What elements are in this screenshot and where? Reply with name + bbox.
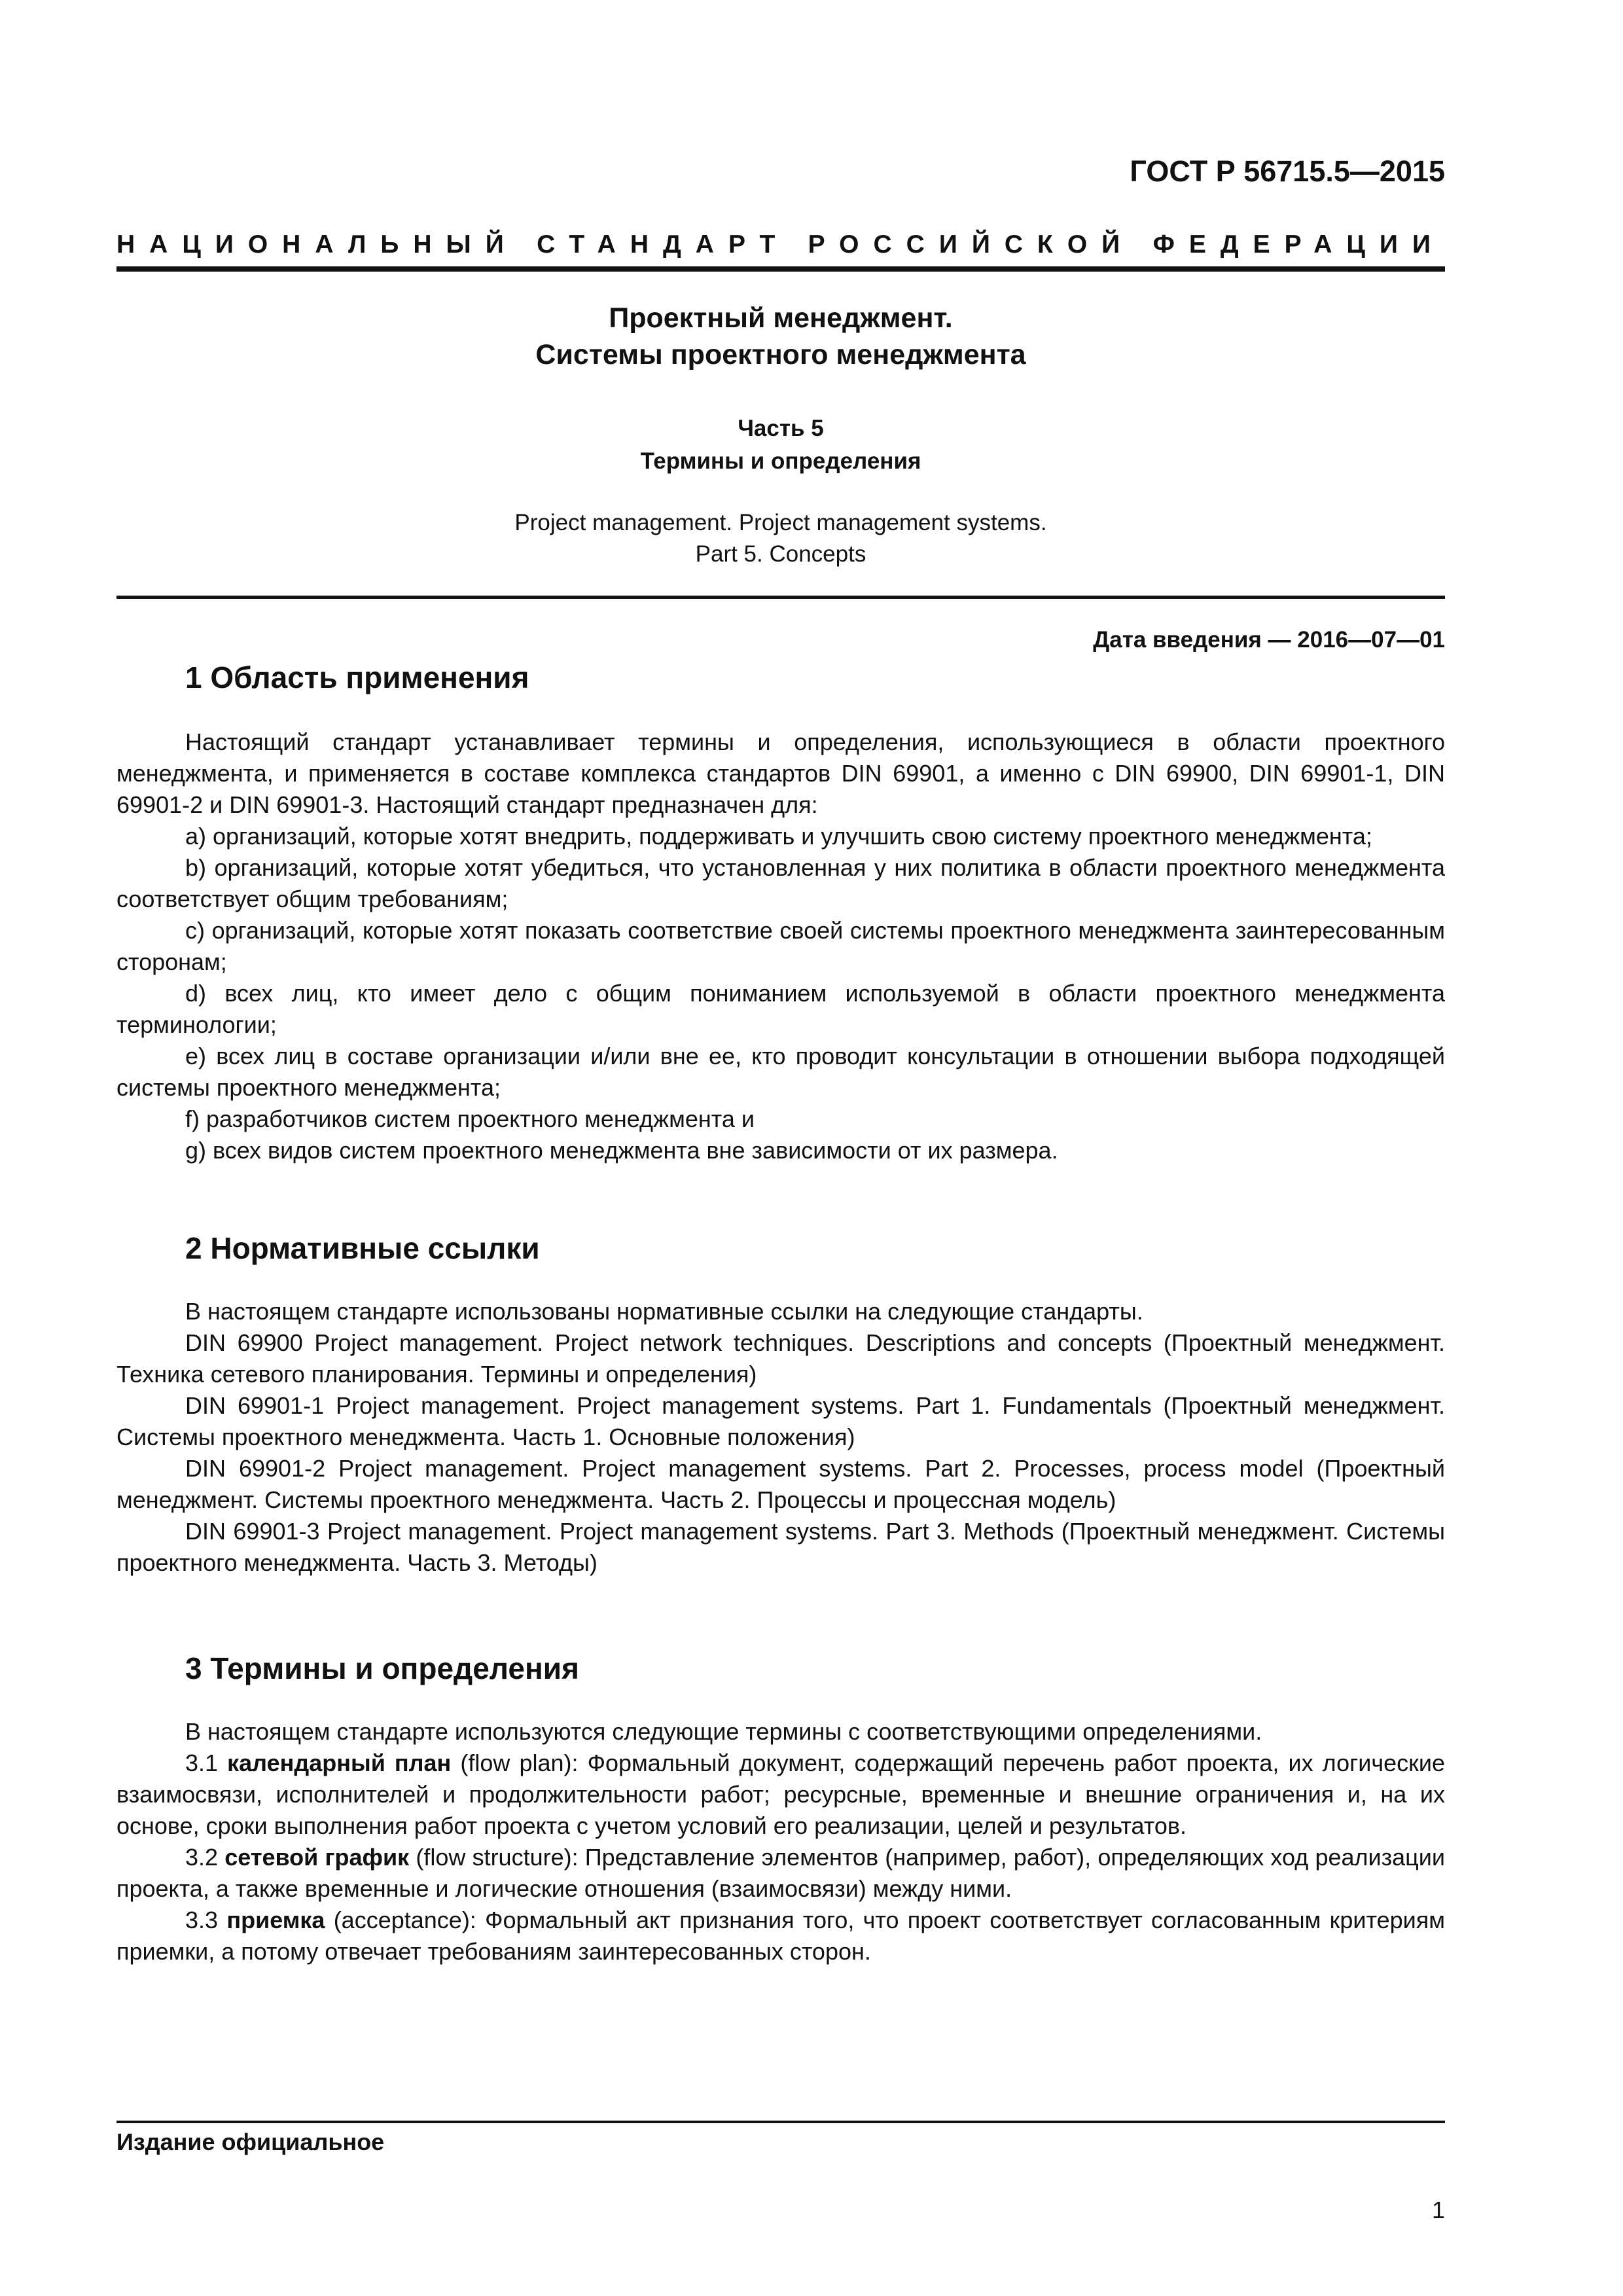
term-number: 3.2 <box>185 1844 219 1871</box>
reference-item: DIN 69901-3 Project management. Project management systems. Part 3. Methods (Проектный менеджмент. Системы проектного менеджмента. Часть 3. Методы) <box>116 1518 1445 1576</box>
section-3-heading: 3 Термины и определения <box>185 1651 579 1685</box>
english-title <box>116 507 1445 570</box>
list-item: g) всех видов систем проектного менеджмента вне зависимости от их размера. <box>185 1137 1058 1164</box>
page-number: 1 <box>1431 2197 1445 2223</box>
term-name: сетевой график <box>224 1844 410 1871</box>
term-number: 3.3 <box>185 1907 219 1933</box>
section-3-body <box>116 1716 1445 1967</box>
list-item: e) всех лиц в составе организации и/или вне ее, кто проводит консультации в отношении выбора подходящей системы проектного менеджмента; <box>116 1043 1445 1101</box>
list-item: d) всех лиц, кто имеет дело с общим пониманием используемой в области проектного менеджмента терминологии; <box>116 980 1445 1038</box>
term-number: 3.1 <box>185 1749 219 1776</box>
term-definition: (acceptance): Формальный акт признания того, что проект соответствует согласованным критериям приемки, а потому отвечает требованиям заинтересованных сторон. <box>116 1907 1445 1965</box>
term-name: приемка <box>226 1907 325 1933</box>
section-1-heading: 1 Область применения <box>185 660 529 694</box>
reference-item: DIN 69901-1 Project management. Project management systems. Part 1. Fundamentals (Проектный менеджмент. Системы проектного менеджмента. Часть 1. Основные положения) <box>116 1392 1445 1450</box>
document-title <box>116 300 1445 373</box>
list-item: a) организаций, которые хотят внедрить, поддерживать и улучшить свою систему проектного менеджмента; <box>185 823 1372 850</box>
part-title <box>116 412 1445 478</box>
section-1-body <box>116 726 1445 1166</box>
term-definition: (flow structure): Представление элементов (например, работ), определяющих ход реализации проекта, а также временные и логические отношения (взаимосвязи) между ними. <box>116 1844 1446 1902</box>
section-3-intro: В настоящем стандарте используются следующие термины с соответствующими определениями. <box>185 1718 1262 1745</box>
section-1-intro: Настоящий стандарт устанавливает термины и определения, использующиеся в области проектного менеджмента, и применяется в составе комплекса стандартов DIN 69901, а именно с DIN 69900, DIN 69901-1, DIN 69901-2 и DIN 69901-3. Настоящий стандарт предназначен для: <box>116 728 1445 818</box>
section-2-body <box>116 1296 1445 1579</box>
section-2-heading: 2 Нормативные ссылки <box>185 1231 540 1265</box>
list-item: c) организаций, которые хотят показать соответствие своей системы проектного менеджмента заинтересованным сторонам; <box>116 917 1445 975</box>
banner-word: ФЕДЕРАЦИИ <box>1152 230 1445 259</box>
title-line-1: Проектный менеджмент. <box>609 302 953 334</box>
term-entry <box>116 1748 1445 1842</box>
banner-word: НАЦИОНАЛЬНЫЙ <box>116 230 518 259</box>
english-title-line-1: Project management. Project management systems. <box>514 510 1047 535</box>
term-name: календарный план <box>227 1749 452 1776</box>
footer-rule <box>116 2121 1445 2123</box>
section-2-intro: В настоящем стандарте использованы нормативные ссылки на следующие стандарты. <box>185 1298 1143 1325</box>
reference-item: DIN 69901-2 Project management. Project management systems. Part 2. Processes, process model (Проектный менеджмент. Системы проектного менеджмента. Часть 2. Процессы и процессная модель) <box>116 1455 1445 1513</box>
list-item: b) организаций, которые хотят убедиться, что установленная у них политика в области проектного менеджмента соответствует общим требованиям; <box>116 854 1445 912</box>
english-title-line-2: Part 5. Concepts <box>695 541 866 567</box>
banner-word: РОССИЙСКОЙ <box>808 230 1135 259</box>
introduction-date: Дата введения — 2016—07—01 <box>1093 627 1445 653</box>
national-standard-banner <box>116 230 1445 259</box>
reference-item: DIN 69900 Project management. Project network techniques. Descriptions and concepts (Проектный менеджмент. Техника сетевого планирования. Термины и определения) <box>116 1329 1445 1388</box>
header-rule <box>116 266 1445 272</box>
term-entry <box>116 1842 1445 1905</box>
official-edition-label: Издание официальное <box>116 2128 385 2155</box>
title-rule <box>116 596 1445 599</box>
banner-word: СТАНДАРТ <box>537 230 790 259</box>
part-number: Часть 5 <box>738 416 824 441</box>
document-code: ГОСТ Р 56715.5—2015 <box>1130 154 1445 188</box>
part-name: Термины и определения <box>640 448 921 474</box>
term-definition: (flow plan): Формальный документ, содержащий перечень работ проекта, их логические взаимосвязи, исполнителей и продолжительности работ; ресурсные, временные и внешние ограничения и, на их основе, сроки выполнения работ проекта с учетом условий его реализации, целей и результатов. <box>116 1749 1445 1839</box>
term-entry <box>116 1905 1445 1967</box>
title-line-2: Системы проектного менеджмента <box>535 339 1026 370</box>
list-item: f) разработчиков систем проектного менеджмента и <box>185 1105 755 1132</box>
